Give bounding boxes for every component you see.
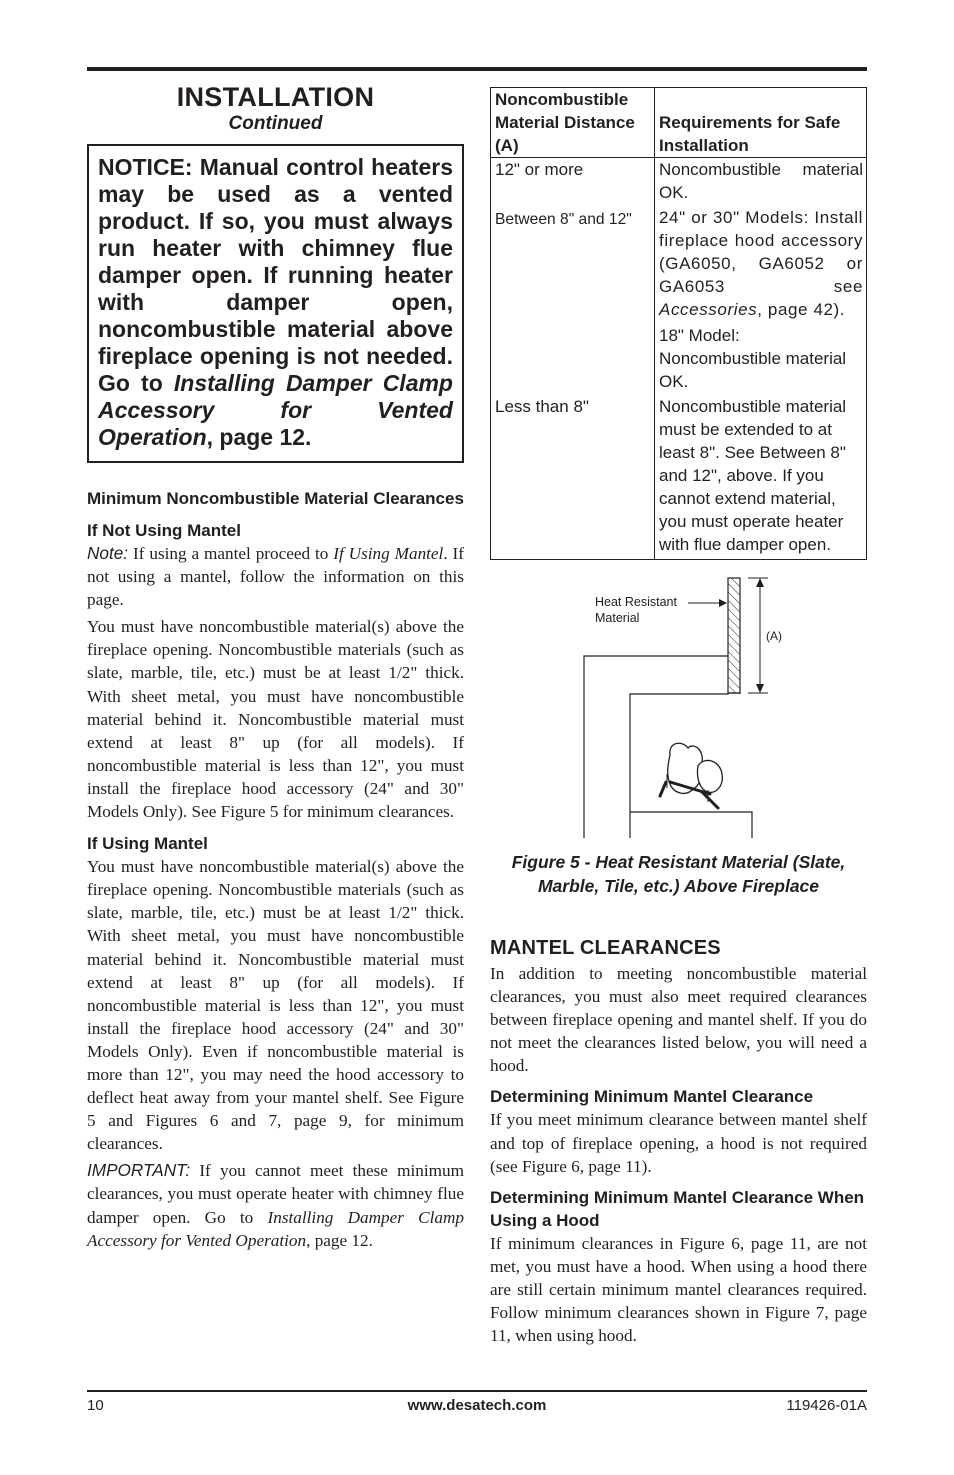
determining-paragraph: If you meet minimum clearance between mantel shelf and top of fireplace opening, a hood is not required (see Figure 6, page 11). [490,1110,867,1176]
using-paragraph: You must have noncombustible material(s) above the fireplace opening. Noncombustible materials (such as slate, marble, tile, etc.) must be at least 1/2" thick. With sheet metal, you must have noncombustible material behind it. Noncombustible material must extend at least 8" up (for all models). If noncombustible material is less than 12", you must install the fireplace hood accessory (24" and 30" Models Only). Even if noncombustible material is more than 12", you may need the hood accessory to deflect heat away from your mantel shelf. See Figure 5 and Figures 6 and 7, page 9, for minimum clearances. [87,857,464,1154]
dimension-label: (A) [766,629,782,643]
header-requirements: Requirements for Safe Installation [655,88,867,158]
clearances-heading: Minimum Noncombustible Material Clearances [87,489,464,508]
mantel-heading: MANTEL CLEARANCES [490,937,721,959]
material-label-2: Material [595,611,640,625]
important-text: If you cannot meet these minimum clearances, you must operate heater with chimney flue damper open. Go to [87,1161,464,1227]
row3-distance: Less than 8" [491,393,655,560]
note-text-end: . If not using a mantel, follow the information on this page. [87,544,464,610]
document-code: 119426-01A [786,1397,867,1414]
notice-text: NOTICE: Manual control heaters may be used as a vented product. If so, you must always run heater with chimney flue damper open. If running heater with damper open, noncombustible material above fireplace opening is not needed. Go to [98,154,453,396]
footer-url[interactable]: www.desatech.com [407,1397,547,1414]
hearth-outline [630,812,752,838]
page-number: 10 [87,1397,104,1414]
bottom-rule [87,1390,867,1392]
notice-text-end: , page 12. [206,424,312,450]
section-title: INSTALLATION [176,82,375,112]
row1-distance: 12" or more [491,158,655,205]
row3-requirement: Noncombustible material must be extended to at least 8". See Between 8" and 12", above. If you cannot extend material, you must operate heater with flue damper open. [655,393,867,560]
table-row [491,158,867,205]
row2-link: Accessories [659,300,758,319]
row2-requirement [655,204,867,393]
section-subtitle: Continued [228,113,323,134]
notice-box [87,144,464,463]
heat-resistant-material [728,578,740,693]
not-using-note [87,542,464,611]
table-row [491,204,867,393]
important-lead: IMPORTANT: [87,1160,191,1181]
logs-icon [668,743,723,793]
mantel-intro: In addition to meeting noncombustible material clearances, you must also meet required clearances between fireplace opening and mantel shelf. If you do not meet the clearances listed below, you will need a hood. [490,964,867,1076]
not-using-paragraph: You must have noncombustible material(s) above the fireplace opening. Noncombustible materials (such as slate, marble, tile, etc.) must be at least 1/2" thick. With sheet metal, you must have noncombustible material behind it. Noncombustible material must extend at least 8" up (for all models). If noncombustible material is less than 12", you must install the fireplace hood accessory (24" and 30" Models Only). See Figure 5 for minimum clearances. [87,617,464,822]
important-paragraph [87,1159,464,1251]
notice-link: Installing Damper Clamp Accessory for Vented Operation [98,370,453,450]
important-text-end: , page 12. [306,1230,373,1250]
mantel-section [490,934,867,1351]
row2-distance: Between 8" and 12" [491,204,655,393]
arrow-down [756,684,764,693]
note-link: If Using Mantel [333,544,444,563]
table-header-row [491,88,867,158]
important-link: Installing Damper Clamp Accessory for Vented Operation [87,1207,464,1250]
requirements-table [490,87,867,560]
row2-note: 18" Model: Noncombustible material OK. [659,326,847,391]
arrow-up [756,578,764,587]
note-lead: Note: [87,543,129,563]
left-column [87,80,464,1256]
using-mantel-heading: If Using Mantel [87,834,208,854]
determining-heading: Determining Minimum Mantel Clearance [490,1087,814,1107]
top-rule [87,67,867,71]
hood-paragraph: If minimum clearances in Figure 6, page 11, are not met, you must have a hood. When using a hood there are still certain minimum mantel clearances required. Follow minimum clearances shown in Figure 7, page 11, when using hood. [490,1233,867,1346]
material-label-1: Heat Resistant [595,595,677,609]
figure-5-diagram [570,570,800,845]
figure-caption: Figure 5 - Heat Resistant Material (Slate, Marble, Tile, etc.) Above Fireplace [511,852,846,896]
note-text: If using a mantel proceed to [128,544,334,563]
row2-text: 24" or 30" Models: Install fireplace hood accessory (GA6050, GA6052 or GA6053 see [659,208,863,296]
row1-requirement: Noncombustible material OK. [655,158,867,205]
header-distance: Noncombustible Material Distance (A) [491,88,655,158]
wall-outline [584,656,728,838]
not-using-mantel-heading: If Not Using Mantel [87,521,241,540]
hood-heading: Determining Minimum Mantel Clearance When Using a Hood [490,1187,865,1230]
table-row [491,393,867,560]
right-column [490,87,867,560]
row2-text-end: , page 42). [757,300,846,319]
